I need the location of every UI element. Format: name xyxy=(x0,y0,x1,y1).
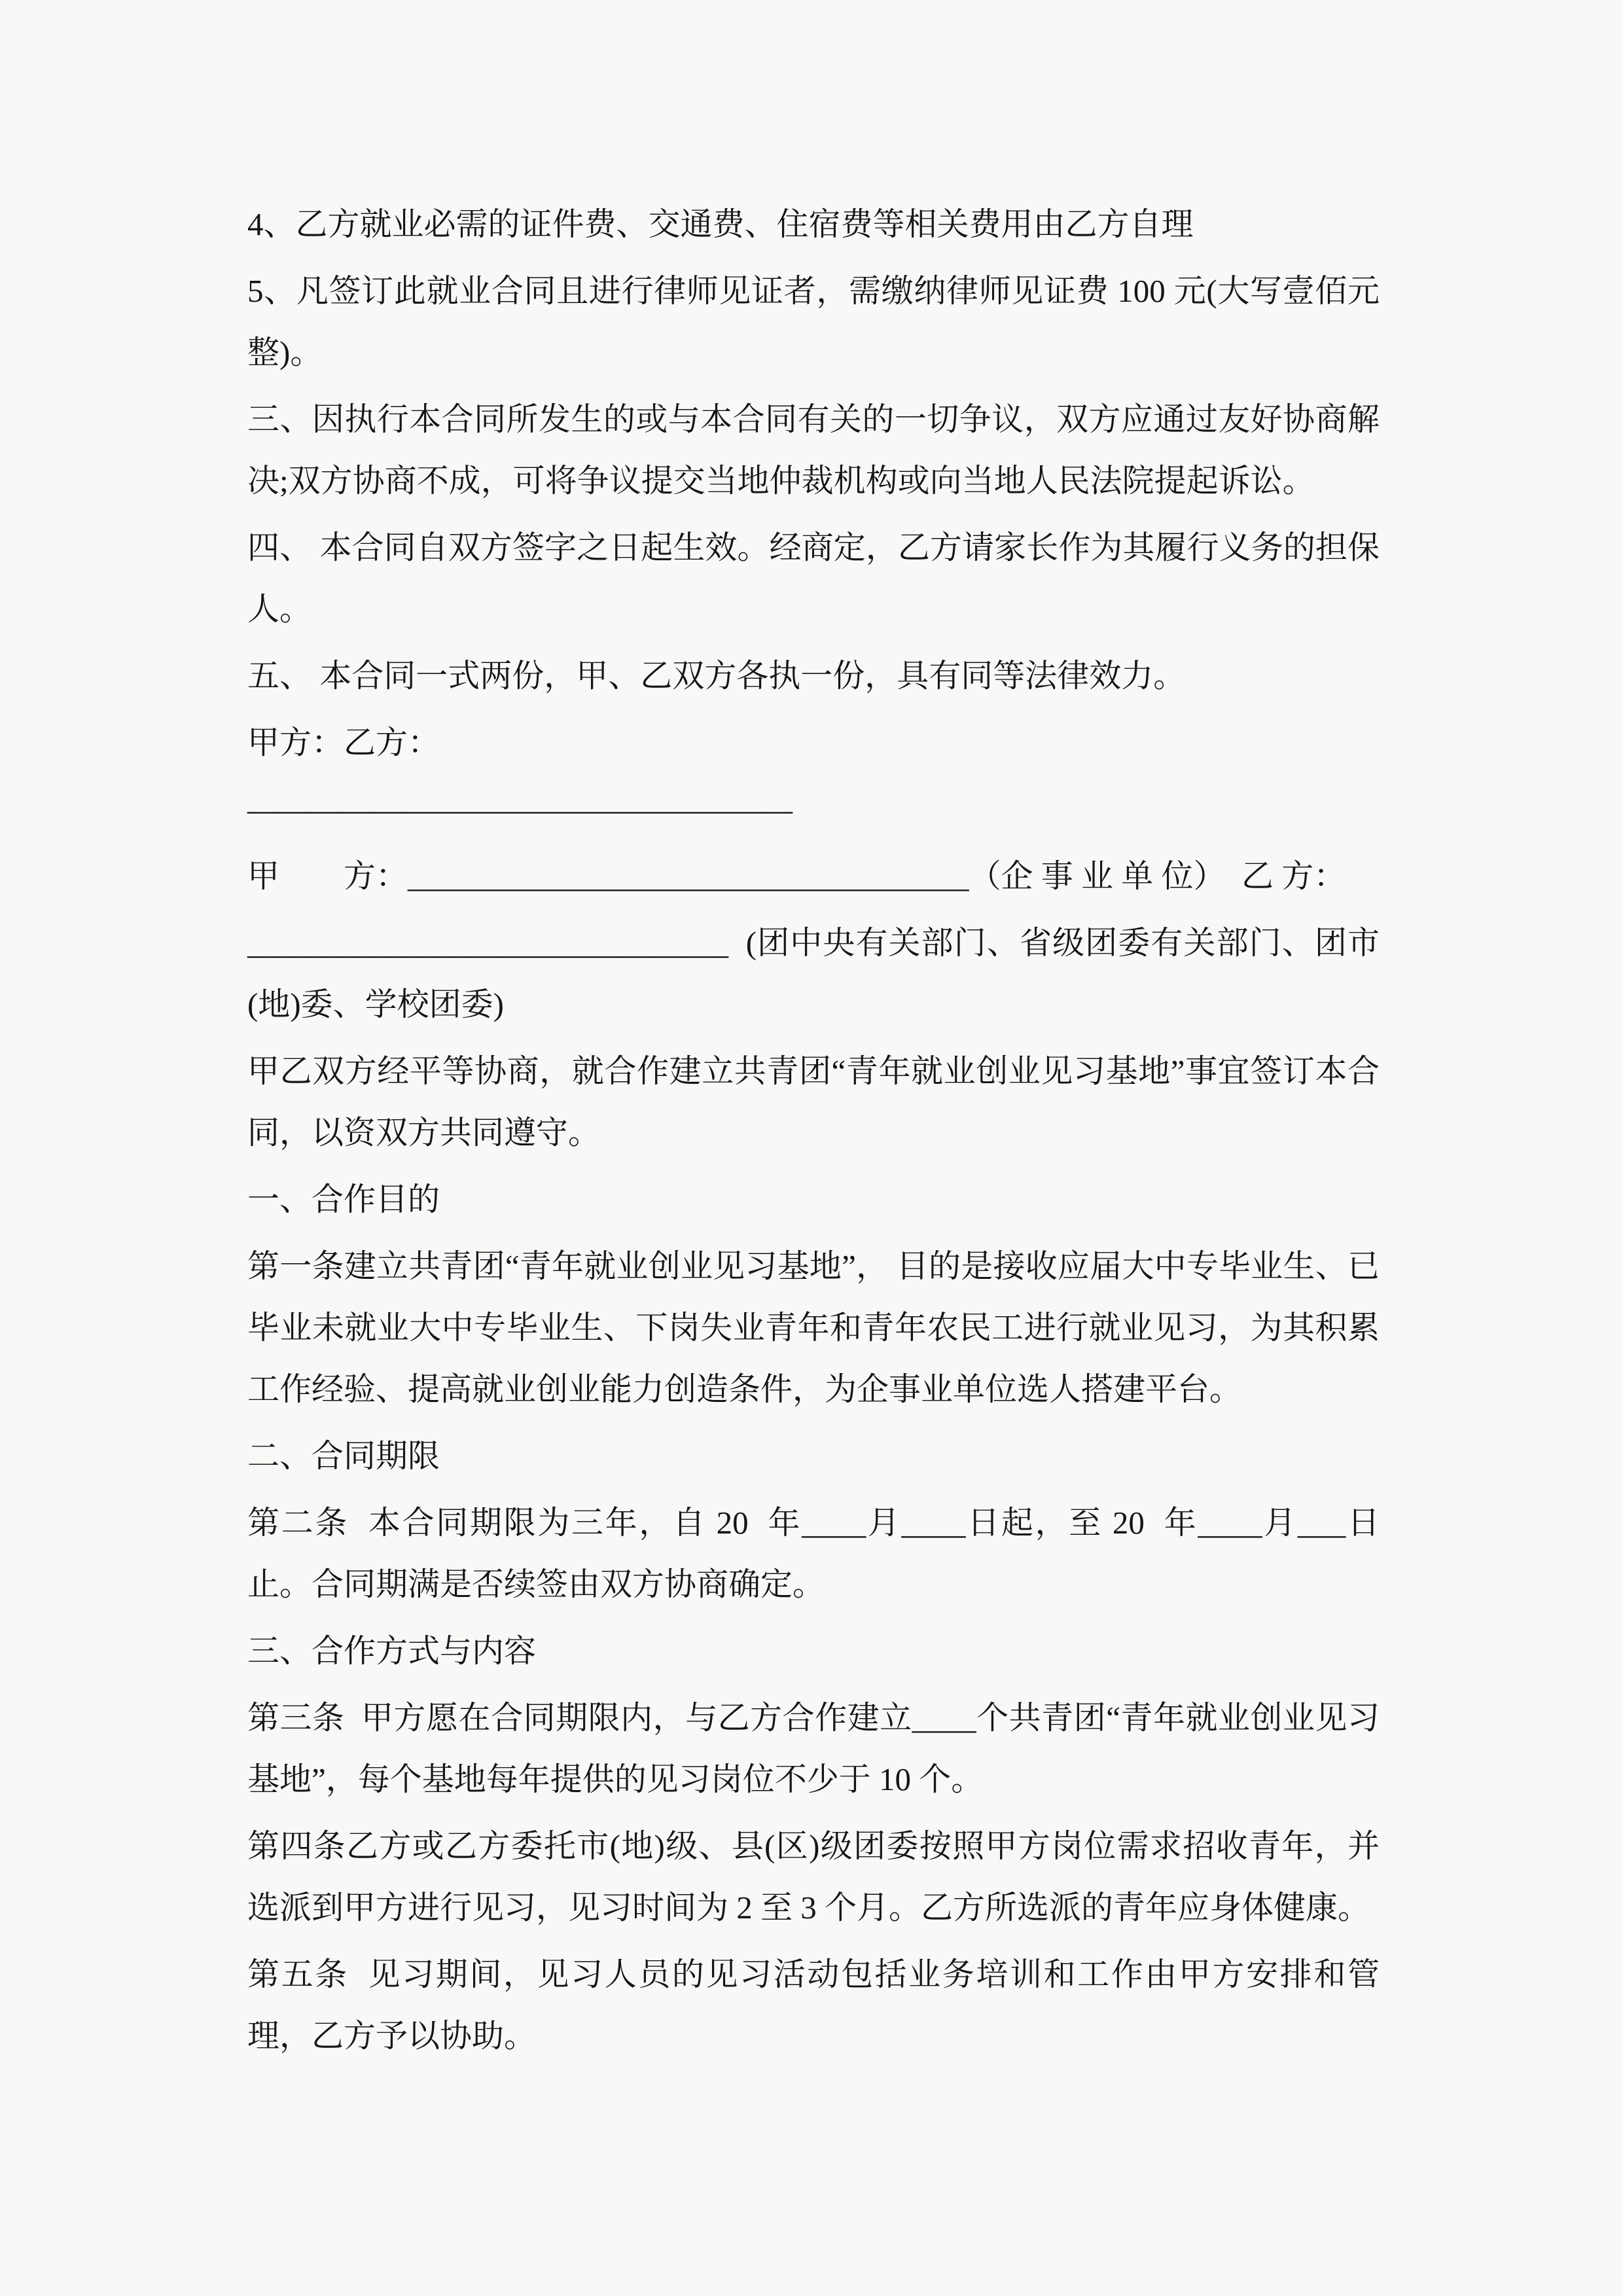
party-a-party-b-label-line: 甲方：乙方： xyxy=(247,725,440,761)
section-heading-cooperation-method: 三、合作方式与内容 xyxy=(247,1633,537,1669)
party-b-signature-blank-line: ______________________________ (团中央有关部门、省级团委有关部门、团市(地)委、学校团委) xyxy=(247,925,1380,1022)
party-a-signature-blank-line: 甲 方：___________________________________（企 事 业 单 位） 乙 方： xyxy=(247,858,1346,894)
article-2-paragraph: 第二条 本合同期限为三年，自 20 年____月____日起，至 20 年____月___日止。合同期满是否续签由双方协商确定。 xyxy=(247,1505,1380,1602)
section-heading-cooperation-purpose: 一、合作目的 xyxy=(247,1181,440,1217)
article-5-paragraph: 第五条 见习期间，见习人员的见习活动包括业务培训和工作由甲方安排和管理，乙方予以协助。 xyxy=(247,1956,1380,2054)
list-item-4-fees: 4、乙方就业必需的证件费、交通费、住宿费等相关费用由乙方自理 xyxy=(247,206,1194,242)
preamble-paragraph: 甲乙双方经平等协商，就合作建立共青团“青年就业创业见习基地”事宜签订本合同，以资双方共同遵守。 xyxy=(247,1053,1380,1151)
clause-effectiveness-guarantor: 四、 本合同自双方签字之日起生效。经商定，乙方请家长作为其履行义务的担保人。 xyxy=(247,529,1380,627)
dash-divider-line: ————————————————— xyxy=(247,791,793,827)
contract-body xyxy=(247,194,1380,2067)
list-item-5-witness-fee: 5、凡签订此就业合同且进行律师见证者，需缴纳律师见证费 100 元(大写壹佰元整)。 xyxy=(247,273,1380,370)
clause-dispute-resolution: 三、因执行本合同所发生的或与本合同有关的一切争议，双方应通过友好协商解决;双方协商不成，可将争议提交当地仲裁机构或向当地人民法院提起诉讼。 xyxy=(247,401,1380,499)
article-3-paragraph: 第三条 甲方愿在合同期限内，与乙方合作建立____个共青团“青年就业创业见习基地”，每个基地每年提供的见习岗位不少于 10 个。 xyxy=(247,1700,1380,1797)
article-1-paragraph: 第一条建立共青团“青年就业创业见习基地”， 目的是接收应届大中专毕业生、已毕业未就业大中专毕业生、下岗失业青年和青年农民工进行就业见习，为其积累工作经验、提高就业创业能力创造条件，为企事业单位选人搭建平台。 xyxy=(247,1248,1380,1407)
article-4-paragraph: 第四条乙方或乙方委托市(地)级、县(区)级团委按照甲方岗位需求招收青年，并选派到甲方进行见习，见习时间为 2 至 3 个月。乙方所选派的青年应身体健康。 xyxy=(247,1828,1380,1926)
section-heading-contract-term: 二、合同期限 xyxy=(247,1438,440,1474)
clause-duplicate-copies: 五、 本合同一式两份，甲、乙双方各执一份，具有同等法律效力。 xyxy=(247,658,1186,694)
